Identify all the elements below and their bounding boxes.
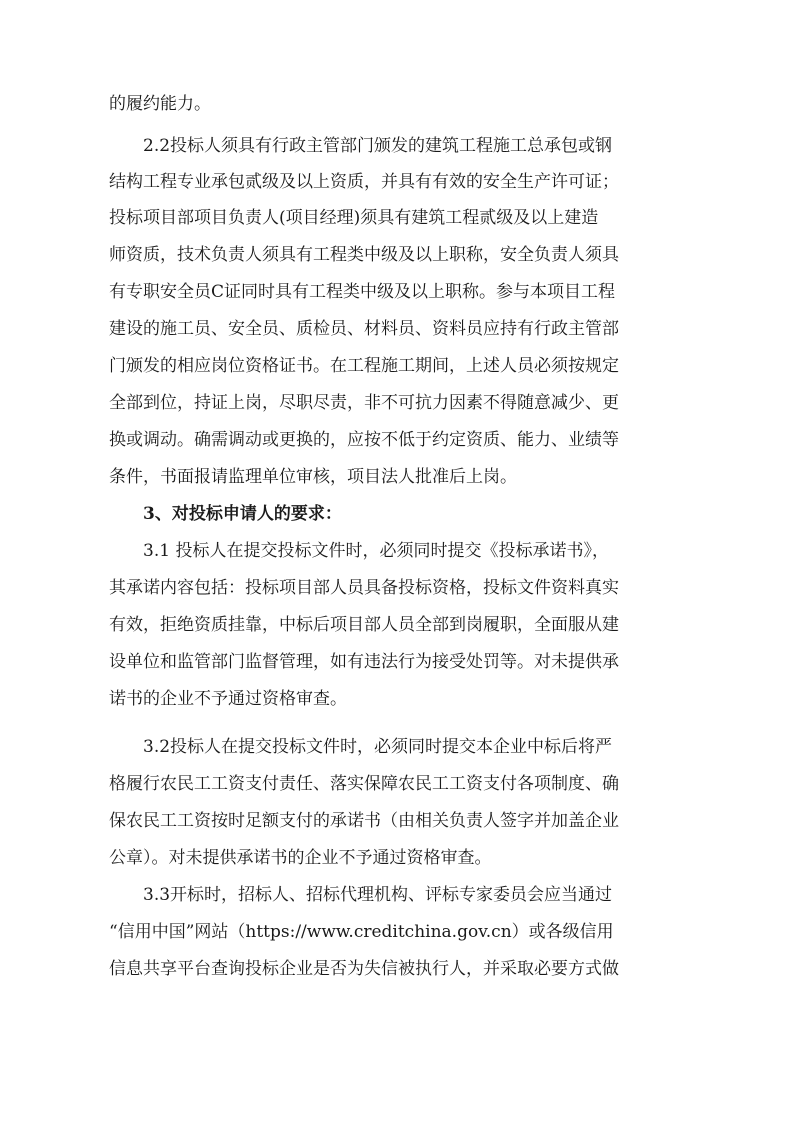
body-text-line: 投标项目部项目负责人(项目经理)须具有建筑工程贰级及以上建造 — [109, 208, 599, 228]
body-text-line: 公章）。对未提供承诺书的企业不予通过资格审查。 — [109, 848, 492, 868]
body-text-line: 设单位和监管部门监督管理，如有违法行为接受处罚等。对未提供承 — [109, 652, 619, 672]
body-text-line: 格履行农民工工资支付责任、落实保障农民工工资支付各项制度、确 — [109, 774, 619, 794]
body-text-line: 有专职安全员C证同时具有工程类中级及以上职称。参与本项目工程 — [109, 282, 616, 302]
body-text-line: 信息共享平台查询投标企业是否为失信被执行人，并采取必要方式做 — [109, 959, 619, 979]
body-text-line: 师资质，技术负责人须具有工程类中级及以上职称，安全负责人须具 — [109, 245, 619, 265]
body-text-line: 有效，拒绝资质挂靠，中标后项目部人员全部到岗履职，全面服从建 — [109, 615, 619, 635]
paragraph-2-2-start: 2.2投标人须具有行政主管部门颁发的建筑工程施工总承包或钢 — [143, 136, 613, 156]
body-text-line: “信用中国”网站（https://www.creditchina.gov.cn）或各级信用 — [109, 922, 614, 942]
body-text-line: 结构工程专业承包贰级及以上资质，并具有有效的安全生产许可证； — [109, 172, 619, 192]
section-heading-3: 3、对投标申请人的要求： — [143, 504, 342, 524]
body-text-line: 门颁发的相应岗位资格证书。在工程施工期间，上述人员必须按规定 — [109, 356, 619, 376]
paragraph-3-1-start: 3.1 投标人在提交投标文件时，必须同时提交《投标承诺书》， — [143, 541, 609, 561]
body-text-line: 全部到位，持证上岗，尽职尽责，非不可抗力因素不得随意减少、更 — [109, 393, 619, 413]
body-text-line: 条件，书面报请监理单位审核，项目法人批准后上岗。 — [109, 467, 517, 487]
body-text-line: 诺书的企业不予通过资格审查。 — [109, 689, 347, 709]
paragraph-3-2-start: 3.2投标人在提交投标文件时，必须同时提交本企业中标后将严 — [143, 737, 613, 757]
body-text-line: 换或调动。确需调动或更换的，应按不低于约定资质、能力、业绩等 — [109, 430, 619, 450]
body-text-line: 其承诺内容包括：投标项目部人员具备投标资格，投标文件资料真实 — [109, 578, 619, 598]
paragraph-3-3-start: 3.3开标时，招标人、招标代理机构、评标专家委员会应当通过 — [143, 885, 613, 905]
body-text-line: 建设的施工员、安全员、质检员、材料员、资料员应持有行政主管部 — [109, 319, 619, 339]
body-text-line: 的履约能力。 — [109, 94, 211, 114]
body-text-line: 保农民工工资按时足额支付的承诺书（由相关负责人签字并加盖企业 — [109, 811, 619, 831]
